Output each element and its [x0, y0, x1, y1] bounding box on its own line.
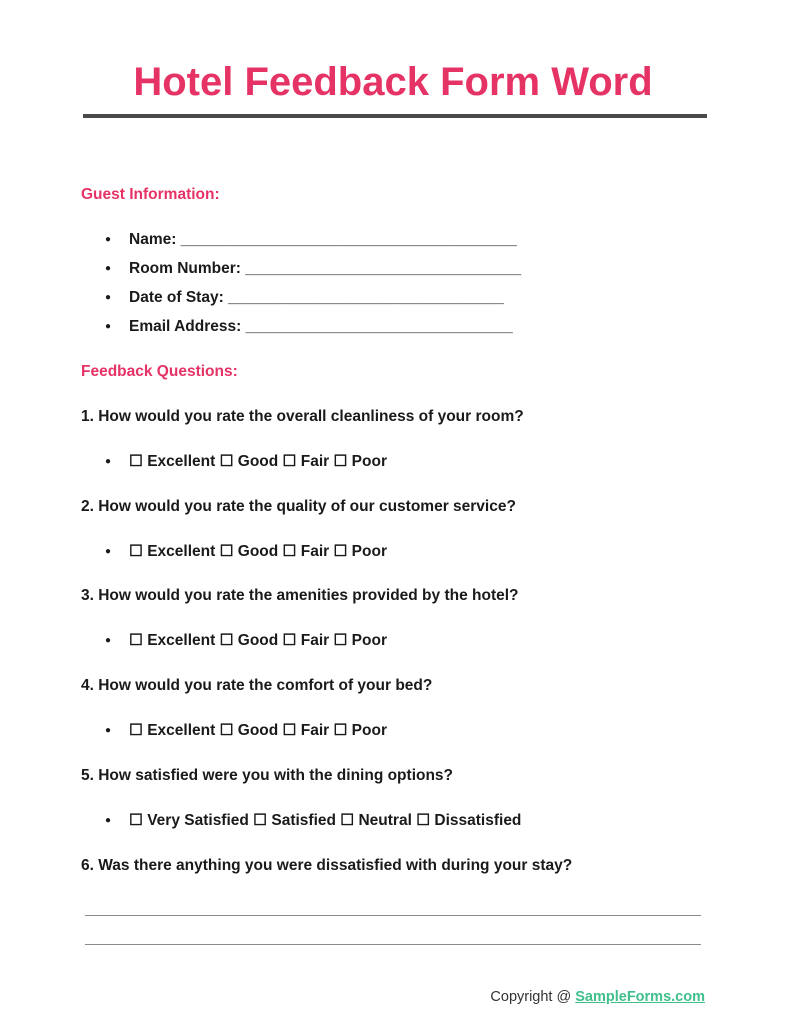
guest-info-heading: Guest Information: — [81, 186, 220, 203]
answer-line-1[interactable] — [85, 915, 701, 916]
copyright-footer — [490, 989, 705, 1005]
guest-info-list — [105, 231, 521, 347]
question-2: 2. How would you rate the quality of our customer service? — [81, 498, 516, 515]
page-title: Hotel Feedback Form Word — [133, 60, 653, 104]
options-text[interactable]: ☐ Excellent ☐ Good ☐ Fair ☐ Poor — [129, 722, 387, 739]
bullet-icon: ● — [105, 456, 112, 467]
title-divider — [83, 114, 707, 118]
field-label: Name: _______________________________________ — [129, 231, 517, 248]
question-2-options[interactable] — [105, 543, 387, 561]
options-text[interactable]: ☐ Excellent ☐ Good ☐ Fair ☐ Poor — [129, 543, 387, 560]
bullet-icon: ● — [105, 635, 112, 646]
field-label: Room Number: ________________________________ — [129, 260, 522, 277]
field-label: Date of Stay: ________________________________ — [129, 289, 504, 306]
options-text[interactable]: ☐ Excellent ☐ Good ☐ Fair ☐ Poor — [129, 453, 387, 470]
question-6: 6. Was there anything you were dissatisfied with during your stay? — [81, 857, 573, 874]
question-5: 5. How satisfied were you with the dining options? — [81, 767, 454, 784]
feedback-heading: Feedback Questions: — [81, 363, 238, 380]
question-3-options[interactable] — [105, 632, 387, 650]
bullet-icon: ● — [105, 815, 112, 826]
question-1-options[interactable] — [105, 453, 387, 471]
bullet-icon: ● — [105, 234, 112, 245]
brand-link[interactable]: SampleForms.com — [575, 989, 705, 1005]
bullet-icon: ● — [105, 263, 112, 274]
bullet-icon: ● — [105, 321, 112, 332]
question-4: 4. How would you rate the comfort of your bed? — [81, 677, 433, 694]
answer-line-2[interactable] — [85, 944, 701, 945]
guest-field-room-number[interactable] — [105, 260, 521, 289]
guest-field-date-of-stay[interactable] — [105, 289, 521, 318]
guest-field-name[interactable] — [105, 231, 521, 260]
bullet-icon: ● — [105, 725, 112, 736]
options-text[interactable]: ☐ Very Satisfied ☐ Satisfied ☐ Neutral ☐ Dissatisfied — [129, 812, 522, 829]
bullet-icon: ● — [105, 292, 112, 303]
question-3: 3. How would you rate the amenities provided by the hotel? — [81, 587, 519, 604]
bullet-icon: ● — [105, 546, 112, 557]
field-label: Email Address: _______________________________ — [129, 318, 513, 335]
question-5-options[interactable] — [105, 812, 521, 830]
guest-field-email[interactable] — [105, 318, 521, 347]
question-4-options[interactable] — [105, 722, 387, 740]
question-1: 1. How would you rate the overall cleanliness of your room? — [81, 408, 524, 425]
copyright-text: Copyright @ — [490, 989, 576, 1005]
options-text[interactable]: ☐ Excellent ☐ Good ☐ Fair ☐ Poor — [129, 632, 387, 649]
